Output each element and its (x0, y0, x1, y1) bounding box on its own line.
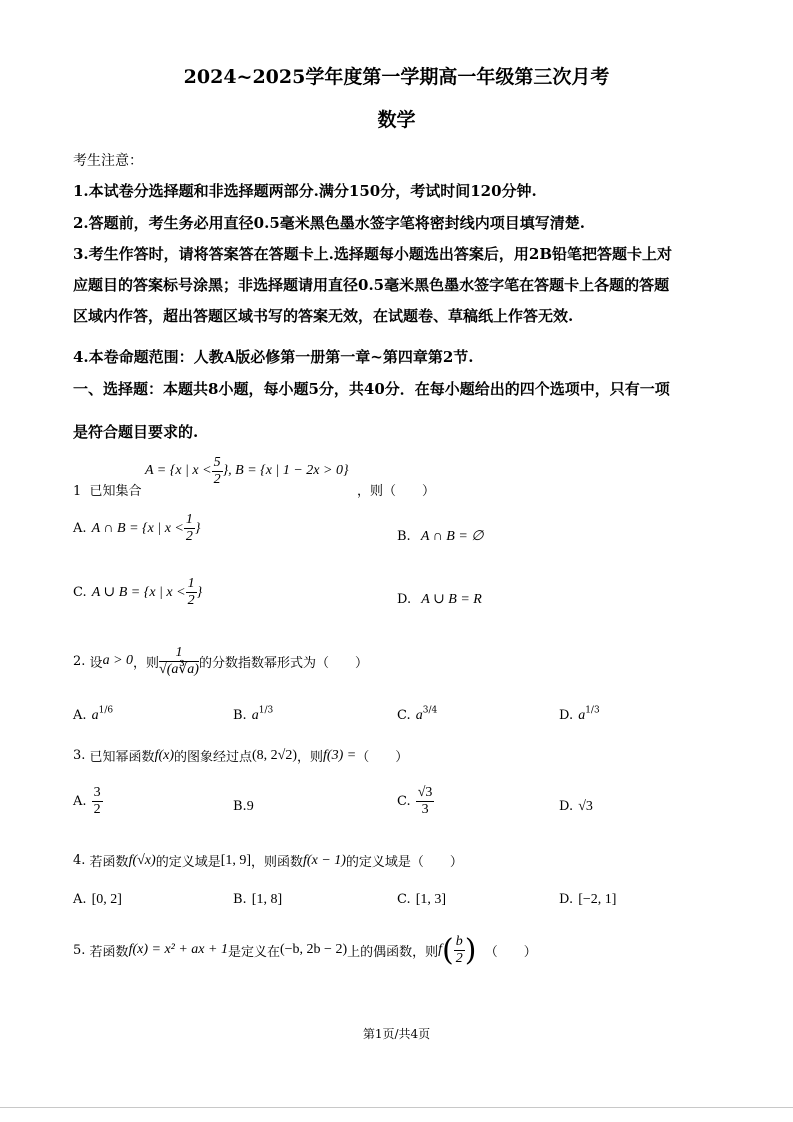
q4-option-c[interactable]: C. [1, 3] (397, 892, 447, 907)
section-heading-line-1: 一、选择题：本题共8小题，每小题5分，共40分．在每小题给出的四个选项中，只有一项 (73, 380, 670, 398)
q1-set-definition: A = {x | x < $\frac{5}{2}$ }, B = {x | 1 − 2x > 0} (145, 454, 349, 487)
q2-fraction: $\frac{1}{√(a∛a)}$ (159, 644, 199, 677)
q3-stem: 3. 已知幂函数 f(x) 的图象经过点 (8, 2√2) ，则 f(3) = （ ） (73, 747, 409, 765)
q3-option-b[interactable]: B.9 (233, 799, 254, 814)
exam-title: 2024~2025学年度第一学期高一年级第三次月考 (183, 66, 610, 88)
q2-option-b[interactable]: B. $a^{1/3}$ (233, 705, 274, 723)
notice-item-2: 2.答题前，考生务必用直径0.5毫米黑色墨水签字笔将密封线内项目填写清楚. (73, 214, 585, 232)
q3-option-d[interactable]: D. √3 (559, 799, 593, 814)
q1-stem (73, 480, 142, 499)
q1-option-c[interactable]: C. A ∪ B = {x | x < $\frac{1}{2}$ } (73, 576, 203, 608)
notice-item-3-line-1: 3.考生作答时，请将答案答在答题卡上.选择题每小题选出答案后，用2B铅笔把答题卡上对 (73, 245, 673, 263)
q1-setA-fraction: $\frac{5}{2}$ (213, 454, 221, 487)
notice-item-3-line-3: 区域内作答，超出答题区域书写的答案无效，在试题卷、草稿纸上作答无效. (73, 307, 574, 325)
q1-stem-tail: ，则（ ） (357, 484, 436, 499)
notice-item-1: 1.本试卷分选择题和非选择题两部分.满分150分，考试时间120分钟. (73, 182, 537, 200)
notice-item-4: 4.本卷命题范围：人教A版必修第一册第一章~第四章第2节. (73, 348, 474, 366)
notice-heading: 考生注意： (73, 153, 143, 169)
q1-option-a[interactable]: A. A ∩ B = {x | x < $\frac{1}{2}$ } (73, 512, 201, 544)
q4-option-d[interactable]: D. [−2, 1] (559, 892, 617, 907)
q1-option-d[interactable]: D. A ∪ B = R (397, 592, 482, 607)
q5-stem: 5. 若函数 f(x) = x² + ax + 1 是定义在 (−b, 2b − 2) 上的偶函数，则 f ( $\frac{b}{2}$ ) （ ） (73, 932, 537, 968)
q2-option-c[interactable]: C. $a^{3/4}$ (397, 705, 438, 723)
q4-stem: 4. 若函数 f(√x) 的定义域是 [1, 9] ，则函数 f(x − 1) 的定义域是（ ） (73, 852, 463, 870)
q1-stem-text: 已知集合 (89, 484, 142, 499)
q3-option-a[interactable]: A. $\frac{3}{2}$ (73, 785, 101, 817)
q3-option-c[interactable]: C. $\frac{√3}{3}$ (397, 785, 433, 817)
section-heading-line-2: 是符合题目要求的. (73, 423, 199, 441)
q2-option-a[interactable]: A. $a^{1/6}$ (73, 705, 114, 723)
q2-stem: 2. 设 a > 0 ，则 $\frac{1}{√(a∛a)}$ 的分数指数幂形式为（ ） (73, 644, 368, 677)
q1-option-b[interactable]: B. A ∩ B = ∅ (397, 529, 484, 544)
page-bottom-divider (0, 1107, 793, 1108)
q2-option-d[interactable]: D. $a^{1/3}$ (559, 705, 600, 723)
q1-number: 1 (73, 484, 82, 499)
subject-title: 数学 (377, 109, 416, 131)
q4-option-a[interactable]: A. [0, 2] (73, 892, 122, 907)
notice-item-3-line-2: 应题目的答案标号涂黑；非选择题请用直径0.5毫米黑色墨水签字笔在答题卡上各题的答题 (73, 276, 670, 294)
q4-option-b[interactable]: B. [1, 8] (233, 892, 283, 907)
page-number: 第1页/共4页 (362, 1027, 431, 1041)
